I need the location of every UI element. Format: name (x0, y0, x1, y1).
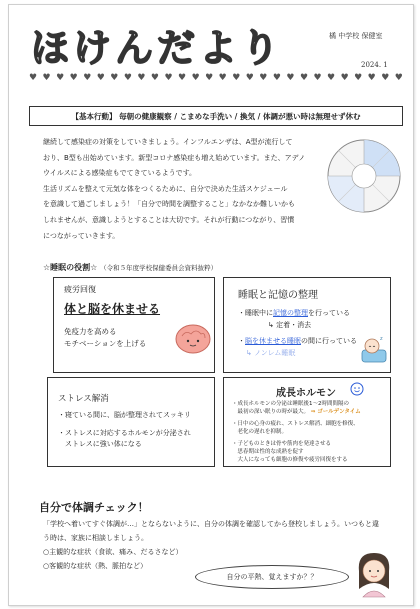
intro-line: おり、B型も出始めています。新型コロナ感染症も増え始めています。また、アデノ (43, 153, 306, 162)
growth-line: 老化の遅れを抑制。 (232, 429, 288, 435)
heart-icon: ♥ (83, 73, 92, 83)
memory-line-2 (238, 336, 357, 346)
heart-icon: ♥ (340, 73, 349, 83)
memory-box (223, 277, 391, 373)
heart-icon: ♥ (354, 73, 363, 83)
growth-line: ・成長ホルモンの分泌は睡眠後1～2時間間隔の (232, 401, 350, 407)
golden-time-label: ⇒ ゴールデンタイム (310, 409, 361, 415)
memory-line-2-prefix: ・ (238, 337, 245, 345)
self-check-line: 「学校へ着いてすぐ体調が…」とならないように、自分の体調を確認してから登校しましょう。いつもと違 (43, 520, 379, 528)
intro-line: ウイルスによる感染症もでてきているようです。 (43, 169, 197, 178)
speech-bubble: 自分の平熱、覚えますか？？ (195, 565, 349, 589)
growth-line-text: 最初の深い眠りの時が最大。 (232, 409, 310, 415)
newsletter-page (8, 4, 414, 606)
memory-line-1-suffix: を行っている (308, 309, 350, 317)
intro-line: を意識して過ごしましょう！「自分で時間を調整すること」なかなか難しいかも (43, 200, 295, 209)
school-name: 橘 中学校 保健室 (329, 32, 383, 40)
fatigue-recovery-box (53, 277, 215, 373)
heart-icon: ♥ (56, 73, 65, 83)
heart-icon: ♥ (123, 73, 132, 83)
growth-line (232, 408, 361, 416)
heart-icon: ♥ (272, 73, 281, 83)
growth-hormone-box (223, 377, 391, 467)
heart-icon: ♥ (42, 73, 51, 83)
brain-icon (174, 322, 212, 356)
heart-icon: ♥ (69, 73, 78, 83)
memory-line-2-arrow: ↳ ノンレム睡眠 (246, 349, 296, 357)
self-check-line: ○客観的な症状（熱、脈拍など） (43, 562, 148, 570)
fatigue-sub-text (64, 326, 146, 350)
stress-relief-box (47, 377, 215, 467)
intro-text (43, 135, 319, 244)
heart-icon: ♥ (381, 73, 390, 83)
self-check-text (43, 517, 395, 573)
heart-icon: ♥ (313, 73, 322, 83)
heart-icon: ♥ (299, 73, 309, 83)
heart-icon: ♥ (178, 73, 187, 83)
memory-line-2-suffix: の間に行っている (301, 337, 357, 345)
memory-line-2-highlight: 脳を休ませる睡眠 (245, 337, 301, 345)
heart-icon: ♥ (137, 73, 146, 83)
fatigue-sub-line: 免疫力を高める (64, 327, 117, 336)
heart-icon: ♥ (110, 73, 119, 83)
fatigue-label: 疲労回復 (64, 285, 96, 294)
girl-icon (351, 549, 397, 599)
intro-line: しれませんが、意識しようとすることは大切です。それが行動につながり、習慣 (43, 215, 295, 224)
heart-icon: ♥ (327, 73, 336, 83)
heart-icon: ♥ (218, 73, 227, 83)
memory-line-1-arrow: ↳ 定着・消去 (268, 321, 312, 329)
growth-title: 成長ホルモン (276, 388, 336, 399)
heart-icon: ♥ (96, 73, 105, 83)
heart-icon: ♥ (29, 73, 38, 83)
smiley-icon (350, 382, 364, 396)
page-title: ほけんだより (31, 26, 284, 70)
intro-line: 継続して感染症の対策をしていきましょう。インフルエンザは、A型が流行して (43, 138, 293, 146)
basic-action-banner: 【基本行動】 毎朝の健康観察 / こまめな手洗い / 換気 / 体調が悪い時は無理せず休む (29, 106, 403, 126)
memory-line-1-prefix: ・睡眠中に (238, 309, 273, 317)
svg-text:z: z (380, 336, 383, 342)
fatigue-main-text: 体と脳を休ませる (64, 302, 161, 316)
memory-title: 睡眠と記憶の整理 (238, 290, 318, 301)
sleep-heading-note: （令和５年度学校保健委員会資料抜粋） (100, 264, 218, 272)
fatigue-sub-line: モチベーションを上げる (64, 339, 147, 348)
issue-date: 2024. 1 (361, 61, 388, 69)
intro-line: 生活リズムを整えて元気な体をつくるために、自分で決めた生活スケジュール (43, 184, 288, 193)
stress-line: ・寝ている間に、脳が整理されてスッキリ (58, 411, 191, 419)
heart-icon: ♥ (191, 73, 200, 83)
heart-divider (29, 73, 403, 83)
growth-line: 大人になっても細胞の修復や疲労回復をする (232, 457, 348, 463)
sleeping-baby-icon (360, 334, 388, 364)
memory-line-1-highlight: 記憶の整理 (273, 309, 308, 317)
sleep-section-heading (43, 262, 217, 273)
stress-line: ストレスに強い体になる (58, 440, 142, 448)
intro-line: につながっていきます。 (43, 231, 120, 240)
memory-line-1 (238, 308, 350, 318)
heart-icon: ♥ (150, 73, 159, 83)
stress-title: ストレス解消 (58, 394, 109, 404)
sleep-heading-text: ☆睡眠の役割☆ (43, 263, 98, 272)
heart-icon: ♥ (164, 73, 173, 83)
self-check-heading: 自分で体調チェック！ (39, 501, 149, 514)
growth-line: ・子どものときは骨や筋肉を発達させる (232, 441, 332, 447)
self-check-line: ○主観的な症状（食欲、痛み、だるさなど） (43, 548, 183, 556)
heart-icon: ♥ (205, 73, 214, 83)
stress-line: ・ストレスに対応するホルモンが分泌され (58, 429, 191, 437)
heart-icon: ♥ (259, 73, 268, 83)
heart-icon: ♥ (394, 73, 403, 83)
heart-icon: ♥ (232, 73, 241, 83)
daily-schedule-clock-illustration (325, 137, 403, 215)
heart-icon: ♥ (367, 73, 376, 83)
heart-icon: ♥ (286, 73, 295, 83)
heart-icon: ♥ (245, 73, 254, 83)
self-check-line: う時は、家族に相談しましょう。 (43, 534, 148, 542)
growth-line: ・日中の心身の疲れ、ストレス解消、細胞を修復、 (232, 421, 359, 427)
growth-line: 思春期は性的な成熟を促す (232, 449, 304, 455)
